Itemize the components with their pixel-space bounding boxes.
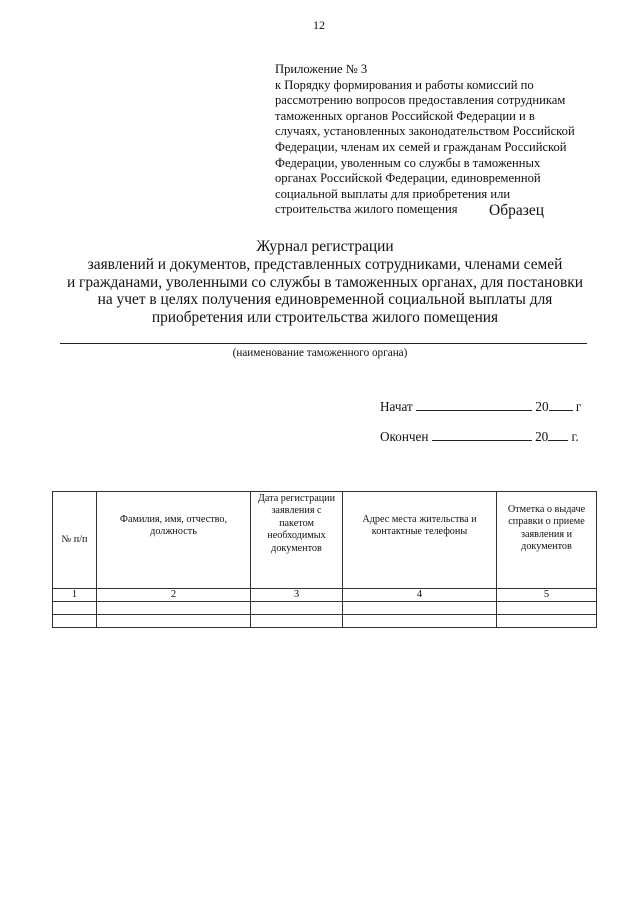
column-header-receipt-mark: Отметка о выдаче справки о приеме заявления и документов — [497, 492, 597, 589]
table-cell[interactable] — [97, 602, 251, 615]
appendix-header — [275, 62, 605, 218]
started-suffix: г — [575, 399, 582, 414]
column-number: 3 — [251, 589, 343, 602]
appendix-line: социальной выплаты для приобретения или — [275, 186, 511, 201]
table-row — [53, 615, 597, 628]
document-title — [40, 238, 610, 327]
table-cell[interactable] — [53, 602, 97, 615]
ended-year-prefix: 20 — [535, 429, 549, 444]
title-line: приобретения или строительства жилого помещения — [151, 309, 499, 327]
appendix-line: органах Российской Федерации, единовременной — [275, 171, 541, 186]
title-line: заявлений и документов, представленных сотрудниками, членами семей — [87, 255, 563, 273]
column-header-address: Адрес места жительства и контактные телефоны — [343, 492, 497, 589]
appendix-line: Приложение № 3 — [275, 62, 368, 76]
started-date-field — [380, 398, 581, 415]
table-row — [53, 602, 597, 615]
table-cell[interactable] — [497, 615, 597, 628]
column-number: 4 — [343, 589, 497, 602]
column-number: 2 — [97, 589, 251, 602]
appendix-line: строительства жилого помещения — [275, 202, 458, 217]
appendix-line: случаях, установленных законодательством Российской — [275, 124, 575, 139]
ended-date-field — [380, 428, 579, 445]
appendix-line: рассмотрению вопросов предоставления сотрудникам — [275, 93, 566, 108]
table-cell[interactable] — [97, 615, 251, 628]
ended-label: Окончен — [380, 429, 429, 444]
appendix-line: Федерации, уволенным со службы в таможенных — [275, 155, 541, 170]
org-name-caption: (наименование таможенного органа) — [232, 347, 408, 359]
registration-journal-table — [52, 491, 597, 628]
org-name-blank-line — [60, 343, 587, 344]
ended-date-blank — [432, 428, 532, 441]
started-year-prefix: 20 — [535, 399, 549, 414]
column-header-name: Фамилия, имя, отчество, должность — [97, 492, 251, 589]
ended-year-blank — [548, 428, 568, 441]
table-cell[interactable] — [343, 615, 497, 628]
column-header-registration-date: Дата регистрации заявления с пакетом необходимых документов — [251, 492, 343, 589]
started-label: Начат — [380, 399, 413, 414]
table-cell[interactable] — [343, 602, 497, 615]
table-cell[interactable] — [251, 615, 343, 628]
started-year-blank — [549, 398, 573, 411]
title-line: Журнал регистрации — [256, 238, 394, 255]
title-line: и гражданами, уволенными со службы в таможенных органах, для постановки — [66, 273, 584, 291]
column-number-row — [53, 589, 597, 602]
column-number: 1 — [53, 589, 97, 602]
page-number: 12 — [313, 18, 325, 32]
ended-suffix: г. — [571, 429, 579, 444]
appendix-line: таможенных органов Российской Федерации и в — [275, 108, 535, 123]
sample-label: Образец — [489, 202, 545, 219]
column-number: 5 — [497, 589, 597, 602]
started-date-blank — [416, 398, 532, 411]
table-cell[interactable] — [251, 602, 343, 615]
table-header-row — [53, 492, 597, 589]
appendix-line: к Порядку формирования и работы комиссий по — [275, 77, 534, 92]
table-cell[interactable] — [497, 602, 597, 615]
column-header-number: № п/п — [53, 492, 97, 589]
title-line: на учет в целях получения единовременной социальной выплаты для — [97, 291, 553, 309]
table-cell[interactable] — [53, 615, 97, 628]
appendix-line: Федерации, членам их семей и гражданам Российской — [275, 139, 567, 154]
